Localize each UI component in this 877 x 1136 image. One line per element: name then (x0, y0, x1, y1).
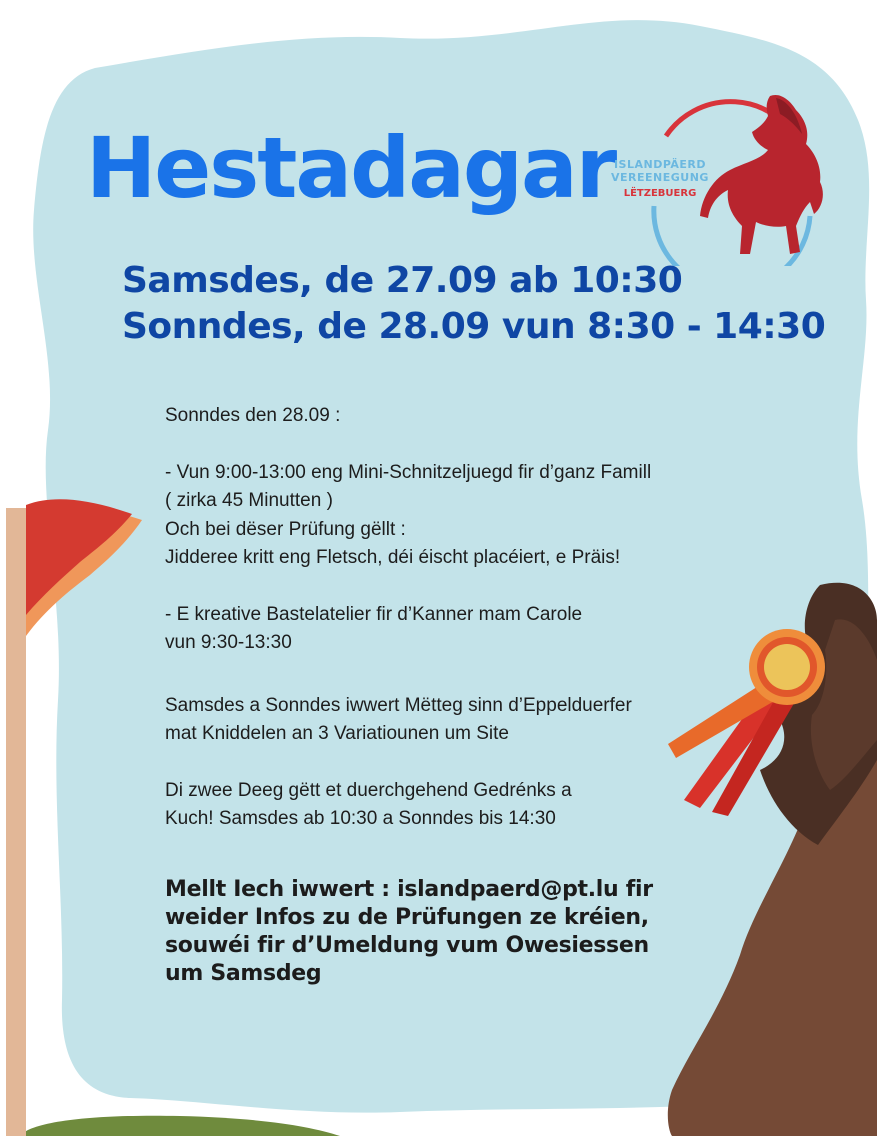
program-line: Och bei dëser Prüfung gëllt : (165, 518, 406, 540)
program-line: Jidderee kritt eng Fletsch, déi éischt placéiert, e Präis! (165, 547, 621, 568)
event-title: Hestadagar (86, 119, 616, 217)
cta-line: Mellt Iech iwwert : islandpaerd@pt.lu fir (165, 876, 653, 902)
program-text (165, 402, 745, 988)
cta-line: souwéi fir d’Umeldung vum Owesiessen (165, 932, 649, 958)
date-saturday: Samsdes, de 27.09 ab 10:30 (122, 260, 683, 301)
event-dates (122, 258, 825, 350)
grass-strip (20, 1116, 340, 1136)
contact-call-to-action (165, 876, 745, 988)
logo-line-1: ISLANDPÄERD (613, 158, 707, 171)
program-line: vun 9:30-13:30 (165, 632, 292, 653)
logo-line-2: VEREENEGUNG (611, 171, 709, 184)
program-line: Kuch! Samsdes ab 10:30 a Sonndes bis 14:30 (165, 808, 556, 829)
program-line: - Vun 9:00-13:00 eng Mini-Schnitzeljuegd fir d’ganz Famill (165, 461, 652, 483)
date-sunday: Sonndes, de 28.09 vun 8:30 - 14:30 (122, 306, 826, 347)
logo-text (600, 158, 720, 200)
program-line: - E kreative Bastelatelier fir d’Kanner mam Carole (165, 603, 583, 625)
program-line: ( zirka 45 Minutten ) (165, 490, 333, 511)
cta-line: um Samsdeg (165, 960, 322, 986)
program-heading: Sonndes den 28.09 : (165, 405, 341, 426)
program-line: mat Kniddelen an 3 Variatiounen um Site (165, 723, 509, 744)
logo-line-3: LËTZEBUERG (623, 188, 697, 199)
club-logo (600, 86, 840, 266)
program-line: Samsdes a Sonndes iwwert Mëtteg sinn d’Eppelduerfer (165, 694, 632, 716)
flag-pole (6, 508, 26, 1136)
program-line: Di zwee Deeg gëtt et duerchgehend Gedrénks a (165, 779, 572, 801)
rosette-center (764, 644, 810, 690)
cta-line: weider Infos zu de Prüfungen ze kréien, (165, 904, 649, 930)
